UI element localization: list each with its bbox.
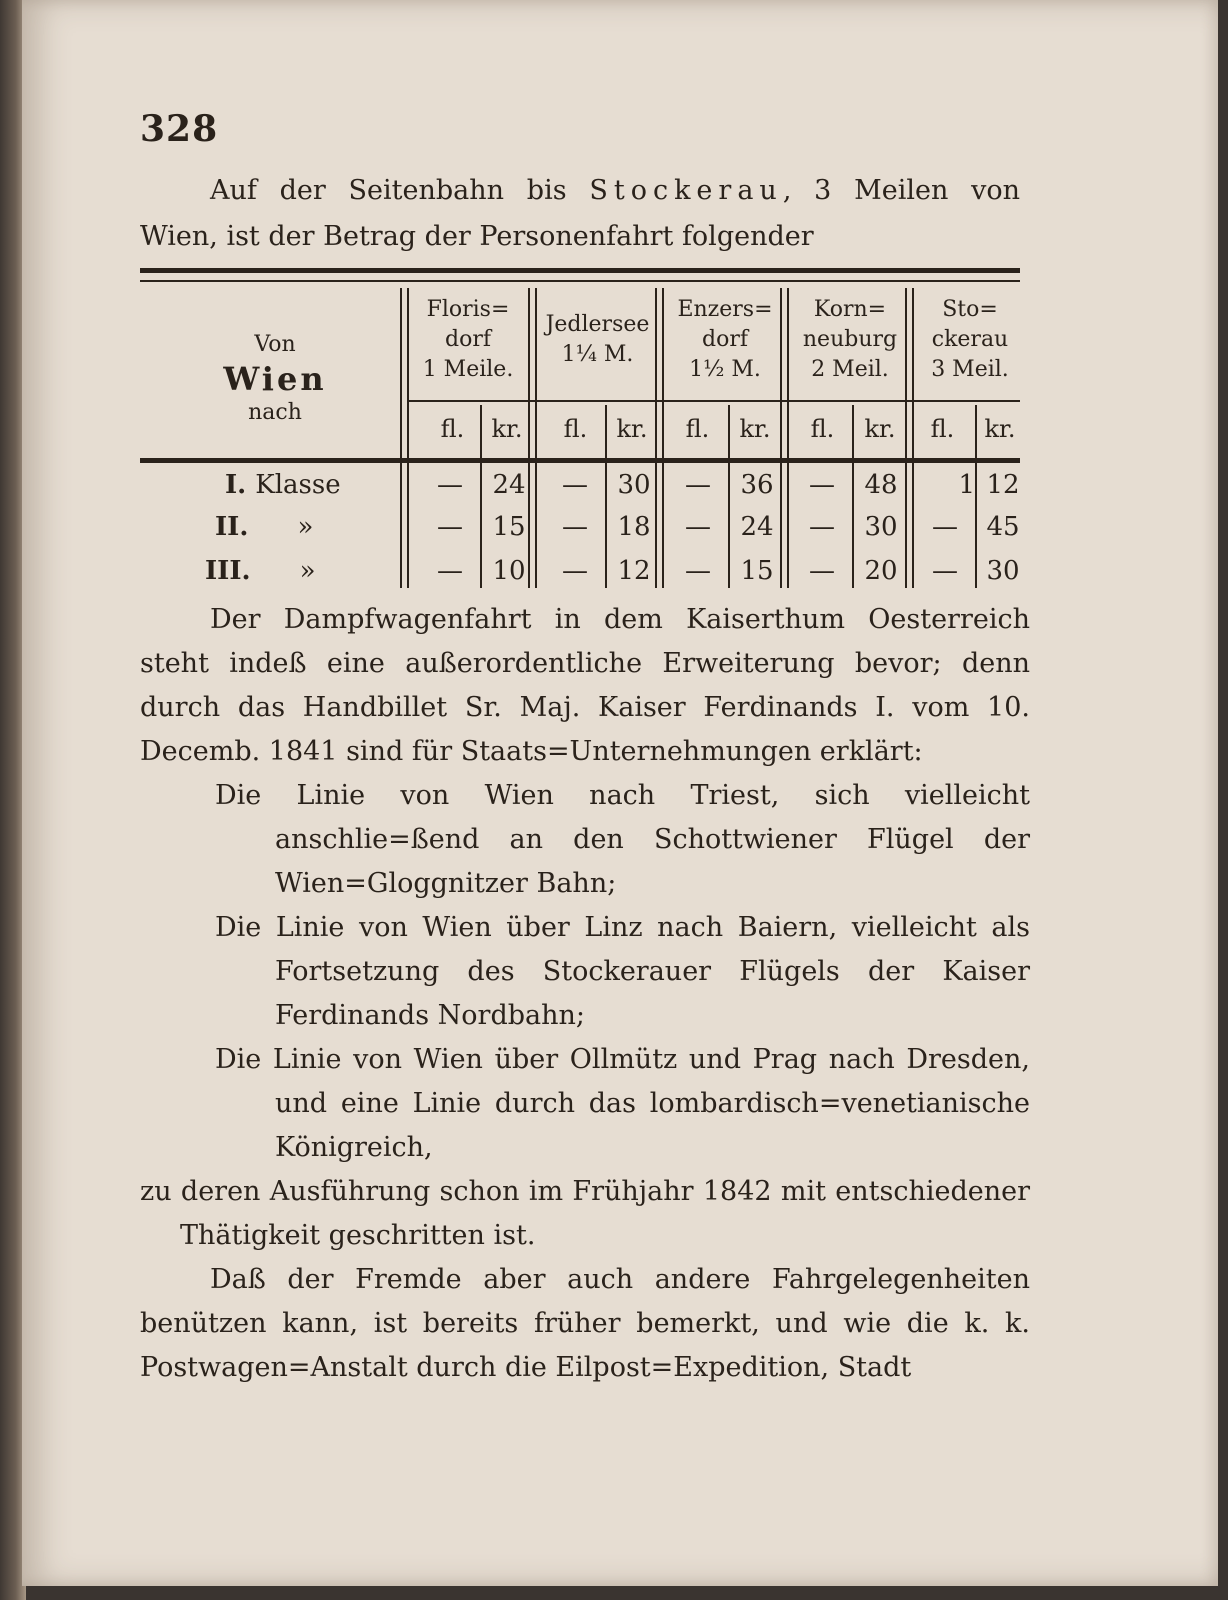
column-divider: [905, 288, 914, 588]
unit-divider: [480, 405, 482, 588]
table-cell: 24: [740, 512, 774, 542]
intro-line-1: Auf der Seitenbahn bis Stockerau, 3 Meilen von: [210, 175, 1020, 206]
table-top-rule: [140, 268, 1020, 273]
table-cell: —: [562, 512, 588, 542]
column-divider: [528, 288, 537, 588]
row-label-1: I. Klasse: [225, 470, 341, 500]
table-cell: —: [809, 512, 835, 542]
table-cell: 24: [492, 470, 526, 500]
table-cell: 15: [740, 556, 774, 586]
table-cell: 45: [986, 512, 1020, 542]
dest-header-5: Sto= ckerau 3 Meil.: [931, 297, 1009, 382]
list-item: Die Linie von Wien über Linz nach Baiern, vielleicht als Fortsetzung des Stockerauer Flügels der Kaiser Ferdinands Nordbahn;: [215, 912, 1030, 1031]
table-cell: 20: [864, 556, 898, 586]
dest-header-2: Jedlersee 1¼ M.: [545, 312, 650, 367]
row-label-2: II. »: [215, 512, 314, 542]
unit-fl: fl.: [440, 415, 465, 443]
unit-kr: kr.: [739, 415, 771, 443]
table-cell: —: [437, 512, 463, 542]
table-cell: 30: [864, 512, 898, 542]
unit-divider: [605, 405, 607, 588]
table-cell: —: [685, 512, 711, 542]
table-cell: —: [437, 470, 463, 500]
table-cell: —: [562, 470, 588, 500]
intro-line-2: Wien, ist der Betrag der Personenfahrt folgender: [140, 221, 814, 252]
column-divider: [400, 288, 409, 588]
table-header-rule: [140, 458, 1020, 463]
table-cell: 10: [492, 556, 526, 586]
unit-kr: kr.: [491, 415, 523, 443]
table-cell: —: [437, 556, 463, 586]
header-divider: [408, 400, 1020, 402]
row-label-3: III. »: [205, 556, 316, 586]
origin-main: Wien: [223, 360, 327, 398]
intro-place: Stockerau: [589, 175, 783, 206]
unit-fl: fl.: [810, 415, 835, 443]
dest-header-3: Enzers= dorf 1½ M.: [677, 297, 773, 382]
page-number: 328: [140, 108, 219, 150]
table-cell: —: [809, 470, 835, 500]
table-cell: 36: [740, 470, 774, 500]
table-cell: —: [685, 556, 711, 586]
table-cell: —: [932, 556, 958, 586]
unit-kr: kr.: [984, 415, 1016, 443]
table-cell: —: [562, 556, 588, 586]
list-item: Die Linie von Wien nach Triest, sich vielleicht anschlie=ßend an den Schottwiener Flügel der Wien=Gloggnitzer Bahn;: [215, 780, 1030, 899]
table-cell: 1: [958, 470, 975, 500]
table-cell: 12: [986, 470, 1020, 500]
table-cell: 18: [617, 512, 651, 542]
dest-header-4: Korn= neuburg 2 Meil.: [802, 297, 898, 382]
paragraph: Daß der Fremde aber auch andere Fahrgelegenheiten benützen kann, ist bereits früher bemerkt, und wie die k. k. Postwagen=Anstalt durch die Eilpost=Expedition, Stadt: [140, 1264, 1030, 1383]
body-text: [140, 598, 1030, 1390]
unit-kr: kr.: [616, 415, 648, 443]
unit-fl: fl.: [930, 415, 955, 443]
paragraph: zu deren Ausführung schon im Frühjahr 1842 mit entschiedener Thätigkeit geschritten ist.: [140, 1176, 1030, 1251]
dest-header-1: Floris= dorf 1 Meile.: [422, 297, 514, 382]
table-cell: 30: [986, 556, 1020, 586]
paragraph: Der Dampfwagenfahrt in dem Kaiserthum Oesterreich steht indeß eine außerordentliche Erweiterung bevor; denn durch das Handbillet Sr. Maj. Kaiser Ferdinands I. vom 10. Decemb. 1841 sind für Staats=Unternehmungen erklärt:: [140, 604, 1030, 767]
unit-fl: fl.: [685, 415, 710, 443]
table-cell: 30: [617, 470, 651, 500]
origin-header: Von Wien nach: [160, 330, 390, 428]
list-item: Die Linie von Wien über Ollmütz und Prag nach Dresden, und eine Linie durch das lombardisch=venetianische Königreich,: [215, 1044, 1030, 1163]
railway-list: [140, 774, 1030, 1170]
table-cell: 48: [864, 470, 898, 500]
table-cell: 15: [492, 512, 526, 542]
table-cell: 12: [617, 556, 651, 586]
intro-text: [140, 168, 1020, 260]
column-divider: [780, 288, 789, 588]
unit-divider: [975, 405, 977, 588]
table-cell: —: [809, 556, 835, 586]
column-divider: [655, 288, 664, 588]
unit-kr: kr.: [864, 415, 896, 443]
unit-divider: [728, 405, 730, 588]
table-cell: —: [932, 512, 958, 542]
unit-fl: fl.: [563, 415, 588, 443]
unit-divider: [852, 405, 854, 588]
table-cell: —: [685, 470, 711, 500]
table-top-rule-thin: [140, 280, 1020, 282]
